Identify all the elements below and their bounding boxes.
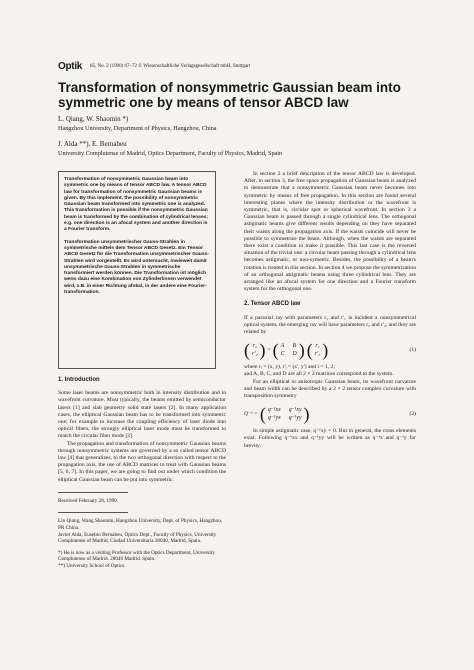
equation-1-number: (1) [409,346,416,353]
footnote-address-2: Javier Alda, Eusebio Bernabeu, Optics Dept., Faculty of Physics, University Complutense of Madrid, Ciudad Universitaria 28040, Madrid, Spain. [58,531,217,545]
eq2-m22: q⁻¹yy [288,415,302,422]
eq1-lhs-top: r₂ [252,343,257,350]
section-title-tensor-abcd: 2. Tensor ABCD law [244,301,301,308]
abstract-german: Transformation unsymmetrischer Gauss-Strahlen in symmetrische mittels dem Tensor ABCD Gesetz. Ein Tensor ABCD Gesetz für die Transformation unsymmetrischer Gauss-Strahlen wird vorgestellt. Es wird untersucht, inwieweit damit unsymmetrische Gauss-Strahlen in symmetrische transformiert werden können. Die Transformation ist möglich wenn dazu eine Kombination von Zylinderlinsen verwendet wird, z.B. in einer Richtung afokal, in der andere eine Fourier-transformation. [64,239,209,296]
equation-2-number: (2) [409,410,416,417]
right-column [244,171,416,450]
journal-info: 85, No. 2 (1990) 67–72 © Wissenschaftliche Verlagsgesellschaft mbH, Stuttgart [90,63,251,69]
intro-paragraph-1: Some laser beams are nonsymmetric both in intensity distribution and in wavefront curvature. Most typically, the beams emitted by semiconductor lasers [1] and slab geometry solid state lasers [2]. In many application cases, the elliptical Gaussian beam has to be transformed into symmetric one; for example to increase the coupling efficiency of laser diode into optical fibers, the strongly elliptical laser mode must be transformed to match the circular fiber mode [3]. [58,390,226,440]
authors-group-1: L. Qiang, W. Shaomin *) [58,115,129,123]
eq2-m21: q⁻¹yx [267,415,281,422]
eq2-m11: q⁻¹xx [267,407,281,414]
eq2-lhs: Q⁻¹ = [244,410,258,417]
tensor-paragraph-3: and A, B, C, and D are all 2 × 2 matrices correspond to the system. [244,371,394,378]
equation-2-body: Q⁻¹ = ( q⁻¹xx q⁻¹xy q⁻¹yx q⁻¹yy ) [244,404,310,425]
footnote-star-1: *) He is now as a visiting Professor with the Optics Department, University Complutense of Madrid. 28040 Madrid. Spain. [58,549,215,563]
eq1-m11: A [280,343,285,350]
tensor-paragraph-2: where rᵢ = (x, y), r'ᵢ = (x', y') and i = 1, 2; [244,364,335,371]
eq2-m12: q⁻¹xy [288,407,302,414]
journal-header [58,60,438,72]
left-column [58,377,226,570]
eq1-rhs-bottom: r'₁ [314,351,321,358]
affiliation-1: Hangzhou University, Department of Physics, Hangzhou, China [58,125,217,132]
journal-logo: Optik [58,60,83,72]
eq1-rhs-top: r₁ [315,343,320,350]
footnote-divider-2 [58,512,128,513]
equation-1 [244,341,416,359]
tensor-paragraph-5: In simple astigmatic case, q⁻¹xy = 0. But in general, the cross elements exist. Following q⁻¹xx and q⁻¹yy will be written as q⁻¹x and q⁻¹y for brevity. [244,428,416,449]
equation-2 [244,405,416,423]
abstract-english: Transformation of nonsymmetric Gaussian beam into symmetric one by means of tensor ABCD law. A tensor ABCD law for transformation of nonsymmetric Gaussian beams is given. By this implement, the possibility of nonsymmetric Gaussian beam transformed into symmetric one is analyzed. This transformation is possible if the nonsymmetric Gaussian beam is transformed by the combination of cylindrical lenses; e.g. one direction is an afocal system and another direction is a Fourier transform. [64,177,209,233]
intro-paragraph-2: The propagation and transformation of nonsymmetric Gaussian beams through nonsymmetric systems are governed by a so called tensor ABCD law [4] that generalizes, to the two orthogonal direction with respect to the propagation axis, the use of ABCD matrices to treat with Gaussian beams [5, 6, 7]. In this paper, we are going to find out under which condition the elliptical Gaussian beam can be put into symmetric. [58,440,226,483]
equation-1-body: ( r₂ r'₂ ) = ( A B C D ) ( r₁ r'₁ ) [244,340,329,361]
footnote-address-1: Lin Qiang, Wang Shaomin, Hangzhou University, Dept. of Physics, Hangzhou, PR China. [58,518,223,532]
authors-group-2: J. Alda **), E. Bernabeu [58,140,127,148]
paper-title: Transformation of nonsymmetric Gaussian beam into symmetric one by means of tensor ABCD law [58,80,401,110]
tensor-paragraph-4: For an elliptical or anisotropic Gaussian beam, its wavefront curvature and beam width can be described by a 2 × 2 tensor complex curvature with transposition symmetry [244,378,416,400]
eq1-m12: B [292,343,297,350]
received-date: Received February 28, 1990. [58,497,119,504]
footnote-star-2: **) University School of Optics. [58,563,126,569]
footnote-divider [58,492,128,493]
abstract-box [58,171,216,369]
section-overview-paragraph: In section 2 a brief description of the tensor ABCD law is developed. After, in section 3, the free space propagation of Gaussian beam is analyzed to demonstrate that a nonsymmetric Gaussian beam never becomes into symmetric by means of free propagation. In this section are found several interesting planes where the intensity distribution or the wavefront is symmetric, that is, circular spot or spherical wavefront. In section 3 a Gaussian beam is passed through a single cylindrical lens. The orthogonal astigmatic beams give different results depending on they have separated their waists along the propagation axis. If the waists coincide will never be possible to symmetrize the beam. Although, when the waists are separated there exist a condition to make it possible. This last case is the reversed situation of the trivial one: a circular beam passing through a cylindrical lens becomes astigmatic, or non-symetric. Besides, the possibility of a beam's rotation is treated in this section. In section 4 we propose the symmetrization of an orthogonal astigmatic beams using three cylindrical lens. They are arranged like an afocal system for one direction and a Fourier transform system for the orthogonal one. [244,171,416,293]
eq1-m21: C [280,351,285,358]
eq1-m22: D [292,351,297,358]
tensor-paragraph-1: If a paraxial ray with parameters r₁ and r'₁ is incident a nonsymmetrical optical system, the emerging ray will have parameters r₂ and r'₂, and they are related by [244,314,416,336]
section-title-introduction: 1. Introduction [58,377,100,383]
affiliation-2: University Complutense of Madrid, Optics Department, Faculty of Physics, Madrid, Spain [58,150,283,157]
eq1-lhs-bottom: r'₂ [252,351,258,358]
